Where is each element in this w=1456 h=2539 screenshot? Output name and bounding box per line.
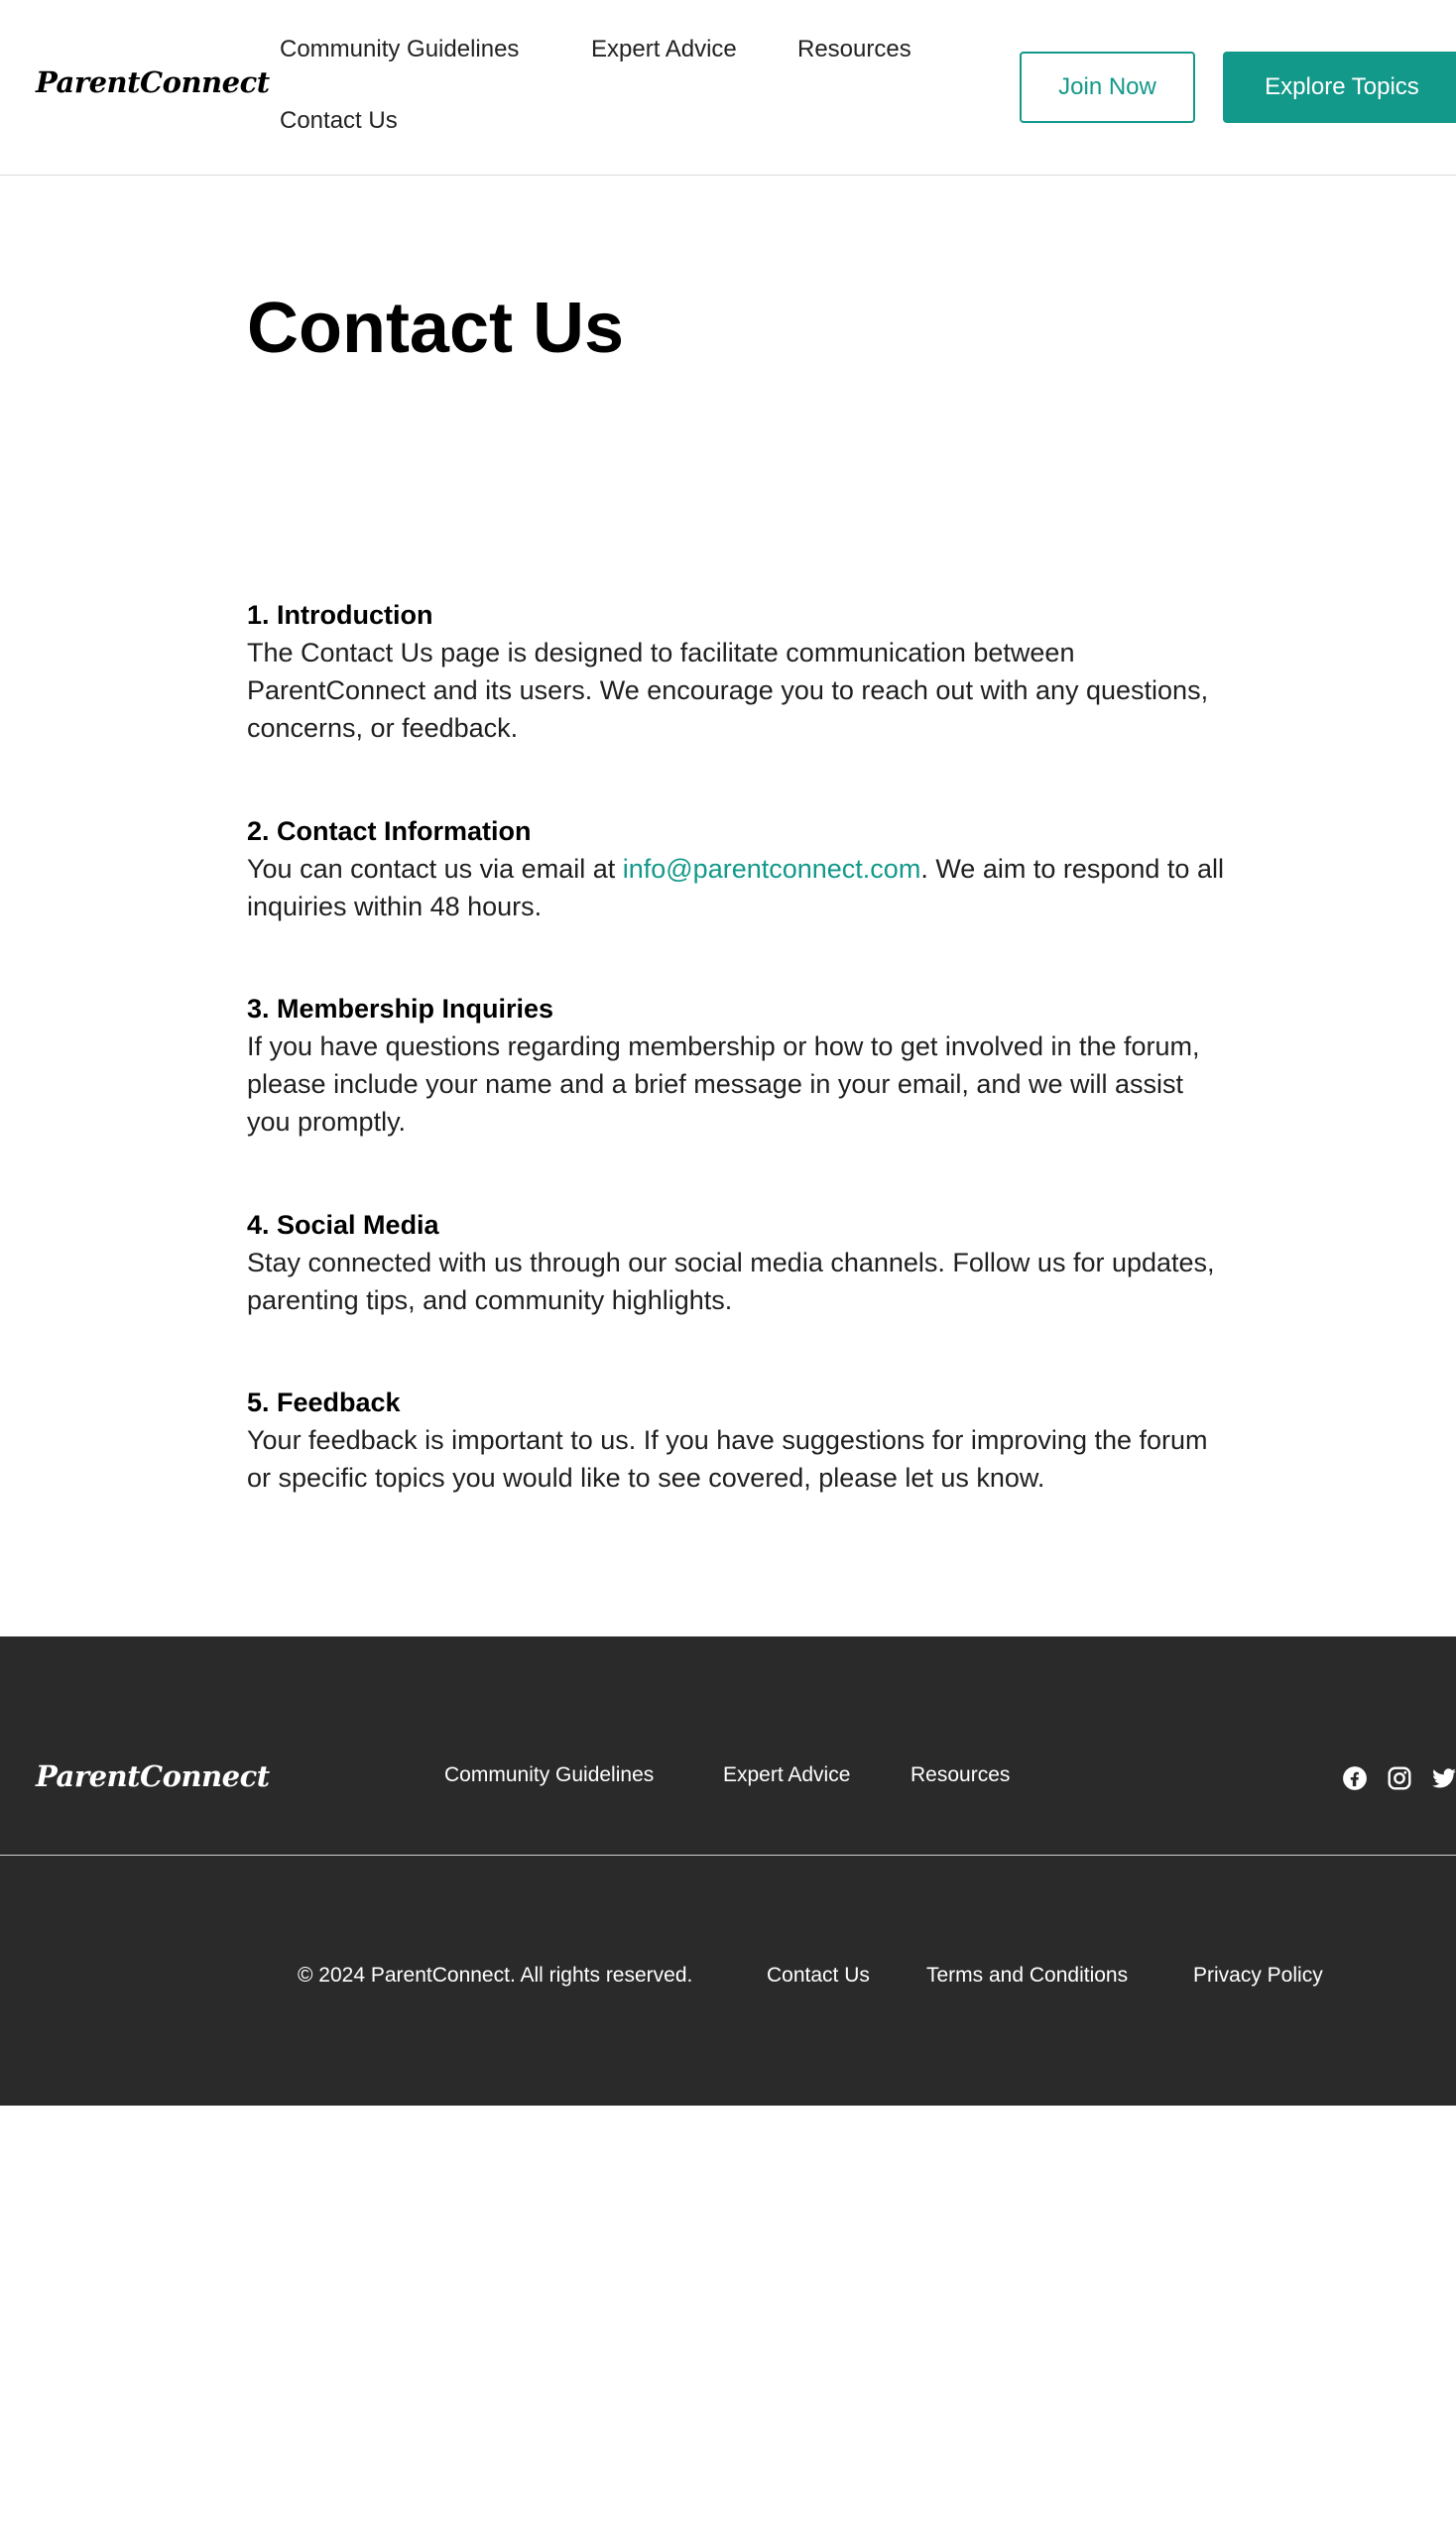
section-body bbox=[247, 850, 1229, 925]
section-contact-information bbox=[247, 812, 1229, 925]
nav-link-contact-us[interactable]: Contact Us bbox=[280, 107, 398, 134]
section-heading: 3. Membership Inquiries bbox=[247, 994, 554, 1024]
section-heading: 2. Contact Information bbox=[247, 816, 532, 846]
footer-link-privacy-policy[interactable]: Privacy Policy bbox=[1193, 1964, 1323, 1987]
instagram-icon[interactable] bbox=[1387, 1765, 1412, 1791]
join-now-button[interactable]: Join Now bbox=[1020, 52, 1195, 123]
twitter-icon[interactable] bbox=[1431, 1765, 1456, 1791]
section-heading: 4. Social Media bbox=[247, 1210, 439, 1240]
body-text-before: You can contact us via email at bbox=[247, 854, 623, 884]
section-body: The Contact Us page is designed to facilitate communication between ParentConnect and its users. We encourage you to reach out with any questions, concerns, or feedback. bbox=[247, 638, 1209, 743]
footer-link-contact-us[interactable]: Contact Us bbox=[767, 1964, 870, 1987]
section-body: Your feedback is important to us. If you have suggestions for improving the forum or specific topics you would like to see covered, please let us know. bbox=[247, 1425, 1208, 1493]
email-link[interactable]: info@parentconnect.com bbox=[622, 854, 921, 884]
nav-link-expert-advice[interactable]: Expert Advice bbox=[591, 36, 737, 62]
footer-link-resources[interactable]: Resources bbox=[910, 1763, 1011, 1786]
footer-logo[interactable]: ParentConnect bbox=[36, 1759, 270, 1793]
section-heading: 1. Introduction bbox=[247, 600, 433, 630]
section-heading: 5. Feedback bbox=[247, 1388, 401, 1417]
copyright-text: © 2024 ParentConnect. All rights reserved. bbox=[298, 1964, 693, 1987]
footer-link-terms-and-conditions[interactable]: Terms and Conditions bbox=[926, 1964, 1129, 1987]
nav-link-resources[interactable]: Resources bbox=[797, 36, 911, 62]
nav-link-community-guidelines[interactable]: Community Guidelines bbox=[280, 36, 520, 62]
site-header bbox=[0, 0, 1456, 176]
section-social-media bbox=[247, 1206, 1229, 1319]
footer-divider bbox=[0, 1855, 1456, 1856]
section-body: If you have questions regarding membership or how to get involved in the forum, please include your name and a brief message in your email, and we will assist you promptly. bbox=[247, 1031, 1200, 1137]
page-title: Contact Us bbox=[247, 289, 625, 368]
site-footer bbox=[0, 1636, 1456, 2106]
facebook-icon[interactable] bbox=[1342, 1765, 1368, 1791]
explore-topics-button[interactable]: Explore Topics bbox=[1223, 52, 1456, 123]
section-body: Stay connected with us through our social media channels. Follow us for updates, parenting tips, and community highlights. bbox=[247, 1248, 1215, 1315]
body-text-after: . We aim to respond to all inquiries within 48 hours. bbox=[247, 854, 1224, 921]
footer-link-community-guidelines[interactable]: Community Guidelines bbox=[444, 1763, 655, 1786]
section-introduction bbox=[247, 596, 1229, 747]
section-membership-inquiries bbox=[247, 990, 1229, 1141]
footer-link-expert-advice[interactable]: Expert Advice bbox=[723, 1763, 851, 1786]
header-logo[interactable]: ParentConnect bbox=[36, 65, 270, 99]
section-feedback bbox=[247, 1384, 1229, 1497]
